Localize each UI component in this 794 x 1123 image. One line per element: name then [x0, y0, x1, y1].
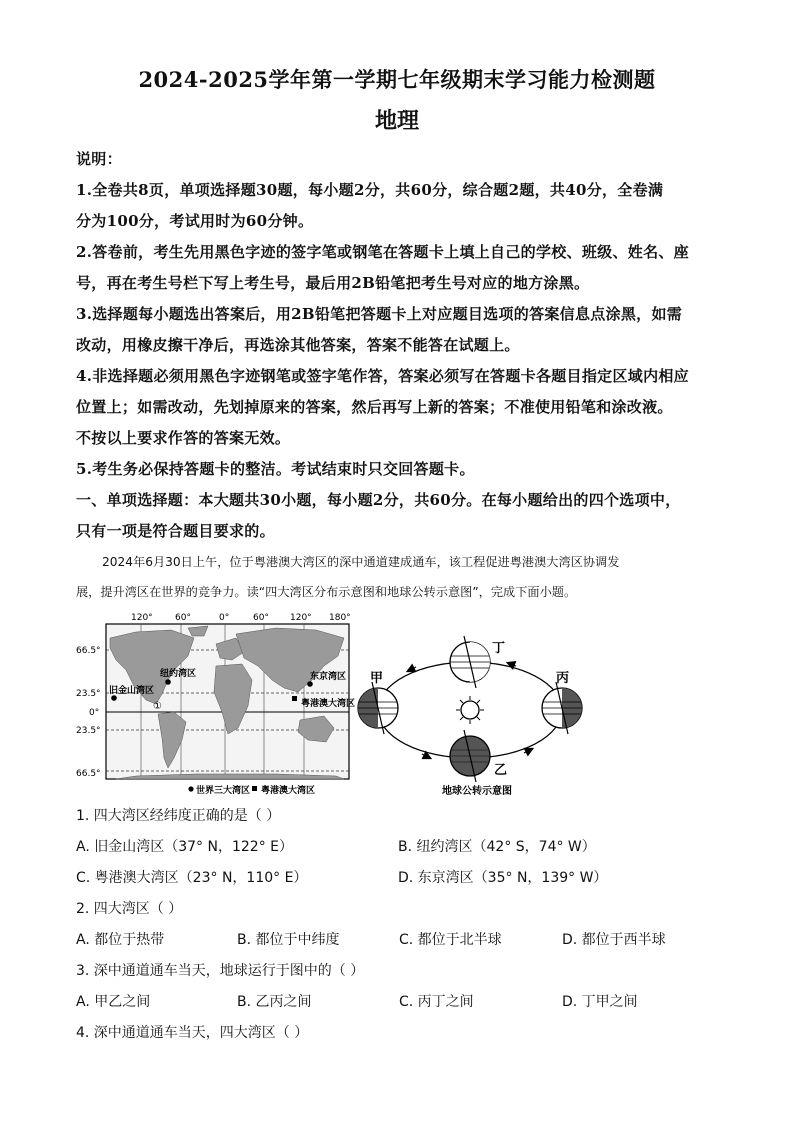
- section-heading: 只有一项是符合题目要求的。: [76, 522, 275, 540]
- lon-label: 120°: [290, 613, 312, 623]
- lat-label: 66.5°: [76, 646, 101, 656]
- subject-title: 地理: [374, 108, 419, 134]
- lon-label: 60°: [253, 613, 269, 623]
- option-c[interactable]: C. 都位于北半球: [399, 932, 502, 948]
- legend-world: 世界三大湾区: [196, 786, 251, 796]
- lat-label: 0°: [89, 708, 100, 718]
- lon-label: 180°: [329, 613, 351, 623]
- label-jia: 甲: [370, 671, 384, 686]
- instruction-line: 3.选择题每小题选出答案后，用2B铅笔把答题卡上对应题目选项的答案信息点涂黑，如需: [76, 305, 683, 323]
- instruction-line: 1.全卷共8页，单项选择题30题，每小题2分，共60分，综合题2题，共40分，全卷满: [76, 181, 664, 199]
- option-d[interactable]: D. 丁甲之间: [562, 994, 638, 1010]
- passage-text: 2024年6月30日上午，位于粤港澳大湾区的深中通道建成通车，该工程促进粤港澳大湾区协调发: [102, 555, 620, 569]
- earth-orbit-diagram: [356, 630, 588, 800]
- earth-ding: [450, 636, 490, 688]
- lon-label: 120°: [131, 613, 153, 623]
- option-a[interactable]: A. 旧金山湾区（37° N，122° E）: [76, 839, 293, 855]
- earth-bing: [542, 682, 582, 734]
- lat-label: 66.5°: [76, 769, 101, 779]
- question-stem: 2. 四大湾区（ ）: [76, 901, 183, 917]
- earth-jia: [358, 682, 398, 734]
- label-bing: 丙: [556, 671, 570, 686]
- legend-gba: 粤港澳大湾区: [261, 786, 316, 796]
- option-c[interactable]: C. 丙丁之间: [399, 994, 474, 1010]
- instructions-heading: 说明：: [76, 150, 122, 168]
- option-d[interactable]: D. 都位于西半球: [562, 932, 666, 948]
- bay-area-map: [76, 608, 356, 796]
- option-b[interactable]: B. 纽约湾区（42° S，74° W）: [398, 839, 596, 855]
- instruction-line: 不按以上要求作答的答案无效。: [76, 429, 291, 447]
- instruction-line: 分为100分，考试用时为60分钟。: [76, 212, 314, 230]
- place-label-tokyo: 东京湾区: [310, 672, 347, 682]
- option-b[interactable]: B. 都位于中纬度: [237, 932, 340, 948]
- sun-icon: [456, 696, 484, 724]
- option-b[interactable]: B. 乙丙之间: [237, 994, 312, 1010]
- passage-text: 展，提升湾区在世界的竞争力。读“四大湾区分布示意图和地球公转示意图”，完成下面小题。: [76, 585, 577, 599]
- orbit-caption: 地球公转示意图: [442, 786, 512, 797]
- instruction-line: 2.答卷前，考生先用黑色字迹的签字笔或钢笔在答题卡上填上自己的学校、班级、姓名、座: [76, 243, 689, 261]
- place-label-sanfrancisco: 旧金山湾区: [109, 686, 155, 696]
- exam-title: 2024-2025学年第一学期七年级期末学习能力检测题: [138, 67, 656, 92]
- option-a[interactable]: A. 都位于热带: [76, 932, 165, 948]
- place-label-gba: 粤港澳大湾区: [301, 699, 356, 709]
- section-heading: 一、单项选择题：本大题共30小题，每小题2分，共60分。在每小题给出的四个选项中，: [76, 491, 681, 509]
- label-yi: 乙: [494, 763, 508, 778]
- lon-label: 60°: [175, 613, 191, 623]
- option-c[interactable]: C. 粤港澳大湾区（23° N，110° E）: [76, 870, 308, 886]
- marker-1: ①: [153, 701, 162, 712]
- option-d[interactable]: D. 东京湾区（35° N，139° W）: [398, 870, 608, 886]
- instruction-line: 位置上；如需改动，先划掉原来的答案，然后再写上新的答案；不准使用铅笔和涂改液。: [76, 398, 673, 416]
- place-label-newyork: 纽约湾区: [160, 669, 197, 679]
- earth-yi: [450, 730, 490, 782]
- question-stem: 4. 深中通道通车当天，四大湾区（ ）: [76, 1025, 309, 1041]
- lat-label: 23.5°: [76, 726, 101, 736]
- lat-label: 23.5°: [76, 689, 101, 699]
- question-stem: 1. 四大湾区经纬度正确的是（ ）: [76, 808, 281, 824]
- option-a[interactable]: A. 甲乙之间: [76, 994, 151, 1010]
- question-stem: 3. 深中通道通车当天，地球运行于图中的（ ）: [76, 963, 365, 979]
- instruction-line: 号，再在考生号栏下写上考生号，最后用2B铅笔把考生号对应的地方涂黑。: [76, 274, 590, 292]
- lon-label: 0°: [219, 613, 230, 623]
- label-ding: 丁: [492, 641, 506, 656]
- instruction-line: 5.考生务必保持答题卡的整洁。考试结束时只交回答题卡。: [76, 460, 475, 478]
- instruction-line: 4.非选择题必须用黑色字迹钢笔或签字笔作答，答案必须写在答题卡各题目指定区域内相应: [76, 367, 689, 385]
- instruction-line: 改动，用橡皮擦干净后，再选涂其他答案，答案不能答在试题上。: [76, 336, 520, 354]
